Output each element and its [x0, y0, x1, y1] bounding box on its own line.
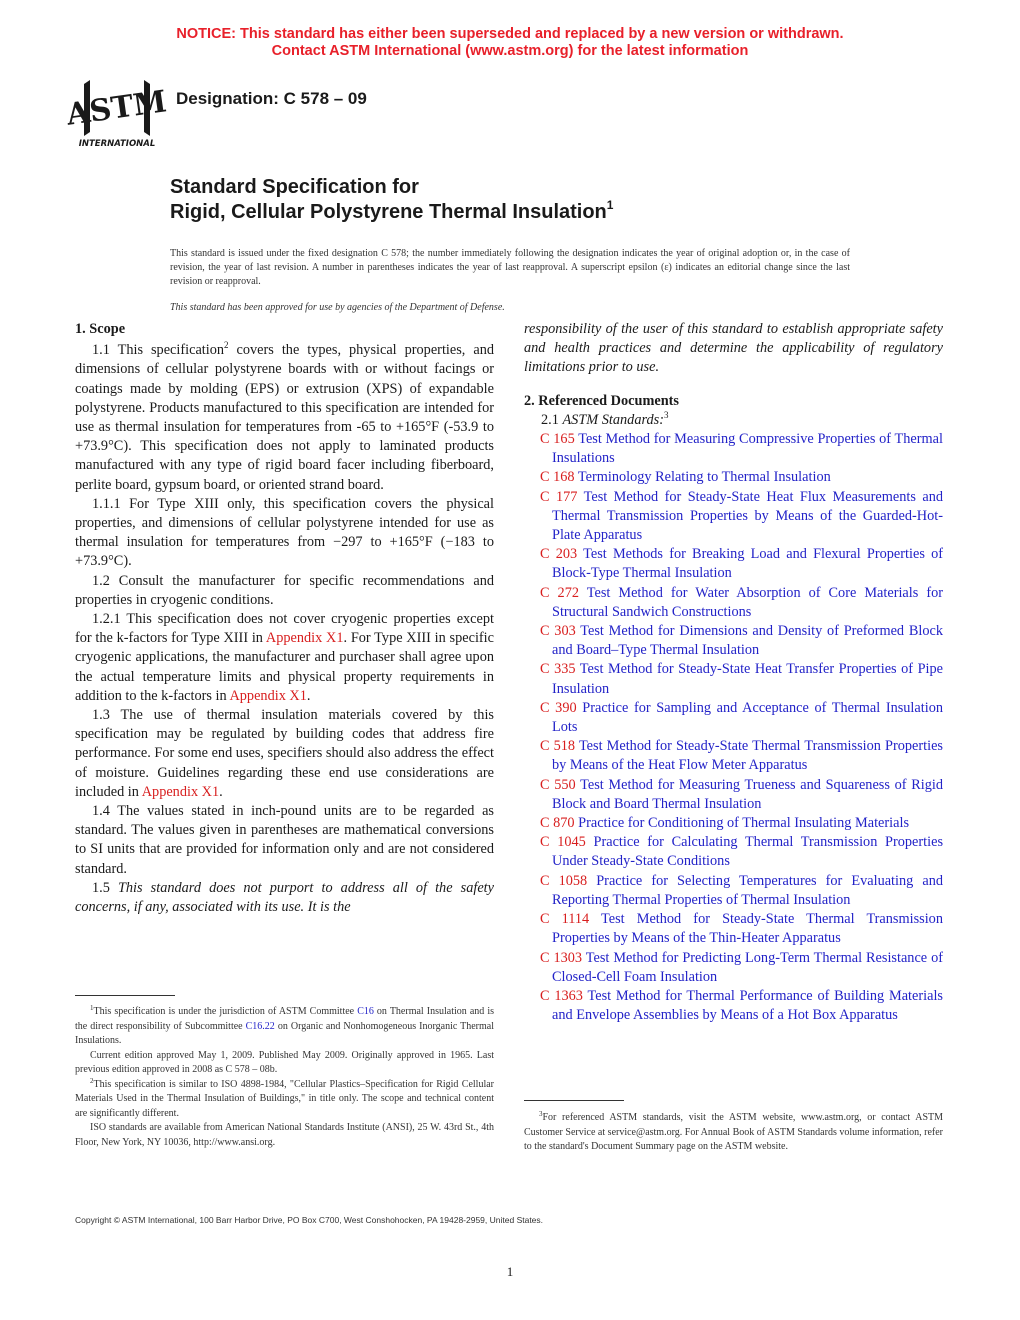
reference-title[interactable]: Test Methods for Breaking Load and Flexural Properties of Block-Type Thermal Insulation	[552, 546, 943, 582]
footnote-divider	[75, 995, 175, 996]
logo-subtitle: INTERNATIONAL	[78, 139, 156, 149]
reference-item[interactable]	[524, 468, 943, 487]
reference-title[interactable]: Terminology Relating to Thermal Insulation	[577, 469, 831, 486]
reference-title[interactable]: Test Method for Measuring Compressive Properties of Thermal Insulations	[552, 431, 943, 467]
section-heading-scope: 1. Scope	[75, 321, 126, 337]
para-1-5: 1.5 This standard does not purport to address all of the safety concerns, if any, associated with its use. It is the	[75, 879, 494, 916]
copyright-line: Copyright © ASTM International, 100 Barr Harbor Drive, PO Box C700, West Conshohocken, PA 19428-2959, United States.	[75, 1215, 544, 1225]
reference-code[interactable]: C 518	[540, 738, 576, 755]
footnotes-left	[75, 1005, 494, 1150]
page-number: 1	[506, 1264, 514, 1279]
appendix-link[interactable]: Appendix X1	[229, 687, 307, 704]
reference-item[interactable]	[524, 987, 943, 1025]
para-1-2-1: 1.2.1 This specification does not cover cryogenic properties except for the k-factors for Type XIII in Appendix X1. For Type XIII in specific cryogenic applications, the manufacturer and purchaser shall agree upon the actual temperature limits and physical property requirements in addition to the k-factors in Appendix X1.	[75, 611, 494, 704]
page-title	[170, 175, 613, 225]
reference-title[interactable]: Test Method for Water Absorption of Core Materials for Structural Sandwich Constructions	[552, 584, 943, 620]
para-1-1-1: 1.1.1 For Type XIII only, this specification covers the physical properties, and dimensions of cellular polystyrene intended for use as thermal insulation for temperatures from −297 to +165°F (−183 to +73.9°C).	[75, 495, 494, 570]
reference-title[interactable]: Practice for Conditioning of Thermal Insulating Materials	[578, 815, 910, 832]
reference-title[interactable]: Practice for Sampling and Acceptance of Thermal Insulation Lots	[552, 699, 943, 736]
footnote-divider	[524, 1100, 624, 1101]
appendix-link[interactable]: Appendix X1	[141, 783, 220, 800]
reference-title[interactable]: Test Method for Steady-State Thermal Transmission Properties by Means of the Thin-Heater Apparatus	[552, 911, 943, 947]
reference-code[interactable]: C 335	[540, 661, 576, 678]
footnotes-right	[524, 1111, 943, 1155]
reference-item[interactable]	[524, 622, 943, 660]
para-1-5-continued: responsibility of the user of this standard to establish appropriate safety and health practices and determine the applicability of regulatory limitations prior to use.	[524, 321, 943, 376]
dod-note: This standard has been approved for use by agencies of the Department of Defense.	[170, 302, 505, 313]
reference-code[interactable]: C 272	[540, 584, 579, 601]
appendix-link[interactable]: Appendix X1	[265, 630, 344, 647]
para-1-1: 1.1 This specification$^2$ covers the types, physical properties, and dimensions of cellular polystyrene boards with or without facings or coatings made by molding (EPS) or extrusion (XPS) of expandable polystyrene. Products manufactured to this specification are intended for use as thermal insulation for temperatures from -65 to +165°F (-53.9 to +73.9°C). This specification does not apply to laminated products manufactured with any type of rigid board facer including fiberboard, perlite board, gypsum board, or oriented strand board.	[75, 340, 494, 493]
reference-code[interactable]: C 303	[540, 623, 576, 640]
reference-title[interactable]: Test Method for Steady-State Heat Transfer Properties of Pipe Insulation	[552, 661, 943, 697]
withdrawal-notice	[0, 26, 1020, 60]
reference-title[interactable]: Test Method for Thermal Performance of Building Materials and Envelope Assemblies by Means of a Hot Box Apparatus	[552, 987, 943, 1024]
notice-line-2: Contact ASTM International (www.astm.org) for the latest information	[271, 43, 749, 59]
para-1-4: 1.4 The values stated in inch-pound units are to be regarded as standard. The values given in parentheses are mathematical conversions to SI units that are provided for information only and are not considered standard.	[75, 803, 494, 877]
footnote-1: $^1$This specification is under the jurisdiction of ASTM Committee C16 on Thermal Insulation and is the direct responsibility of Subcommittee C16.22 on Organic and Nonhomogeneous Inorganic Thermal Insulations.	[75, 1004, 494, 1046]
reference-item[interactable]	[524, 949, 943, 987]
reference-title[interactable]: Test Method for Predicting Long-Term Thermal Resistance of Closed-Cell Foam Insulation	[552, 949, 943, 985]
committee-link[interactable]: C16	[357, 1006, 374, 1017]
right-column	[524, 320, 943, 1025]
reference-code[interactable]: C 1363	[540, 987, 583, 1004]
reference-item[interactable]	[524, 737, 943, 775]
reference-item[interactable]	[524, 833, 943, 871]
notice-line-1: NOTICE: This standard has either been superseded and replaced by a new version or withdrawn.	[176, 26, 844, 42]
reference-code[interactable]: C 1303	[540, 949, 583, 966]
astm-logo-icon	[64, 76, 169, 150]
footnote-2-iso: ISO standards are available from American National Standards Institute (ANSI), 25 W. 43rd St., 4th Floor, New York, NY 10036, http://www.ansi.org.	[75, 1122, 494, 1148]
reference-item[interactable]	[524, 584, 943, 622]
reference-title[interactable]: Practice for Selecting Temperatures for Evaluating and Reporting Thermal Properties of Thermal Insulation	[552, 872, 943, 908]
reference-code[interactable]: C 1045	[540, 834, 586, 851]
reference-item[interactable]	[524, 430, 943, 468]
reference-code[interactable]: C 1114	[540, 911, 590, 928]
reference-code[interactable]: C 165	[540, 431, 575, 448]
subcommittee-link[interactable]: C16.22	[245, 1020, 275, 1032]
reference-item[interactable]	[524, 910, 943, 948]
reference-title[interactable]: Test Method for Steady-State Thermal Transmission Properties by Means of the Heat Flow Meter Apparatus	[552, 738, 943, 774]
reference-item[interactable]	[524, 814, 943, 833]
reference-code[interactable]: C 177	[540, 488, 578, 505]
reference-title[interactable]: Test Method for Dimensions and Density of Preformed Block and Board–Type Thermal Insulation	[552, 623, 943, 659]
svg-text:ASTM: ASTM	[64, 84, 169, 133]
footnote-1-edition: Current edition approved May 1, 2009. Published May 2009. Originally approved in 1965. Last previous edition approved in 2008 as C 578 – 08b.	[75, 1049, 494, 1075]
title-line-1: Standard Specification for	[170, 176, 419, 198]
astm-standards-subheading: 2.1 ASTM Standards:$^3$	[541, 409, 669, 428]
reference-code[interactable]: C 870	[540, 815, 575, 832]
para-1-3: 1.3 The use of thermal insulation materials covered by this specification may be regulated by building codes that address fire performance. For some end uses, specifiers should also address the effect of moisture. Guidelines regarding these end use considerations are included in Appendix X1.	[75, 707, 494, 800]
reference-item[interactable]	[524, 545, 943, 583]
reference-code[interactable]: C 550	[540, 776, 576, 793]
title-footnote-marker: 1	[606, 198, 614, 212]
reference-item[interactable]	[524, 872, 943, 910]
referenced-documents-list	[524, 430, 943, 1025]
section-heading-referenced-documents: 2. Referenced Documents	[524, 392, 679, 409]
reference-item[interactable]	[524, 776, 943, 814]
left-column	[75, 320, 494, 917]
footnote-2: $^2$This specification is similar to ISO 4898-1984, "Cellular Plastics–Specification for Rigid Cellular Materials Used in the Thermal Insulation of Buildings," in title only. The scope and technical content are significantly different.	[75, 1076, 494, 1119]
reference-item[interactable]	[524, 488, 943, 546]
footnote-3: $^3$For referenced ASTM standards, visit the ASTM website, www.astm.org, or contact ASTM Customer Service at service@astm.org. For Annual Book of ASTM Standards volume information, refer to the standard's Document Summary page on the ASTM website.	[524, 1110, 943, 1152]
designation: Designation: C 578 – 09	[176, 89, 367, 108]
reference-item[interactable]	[524, 699, 943, 737]
reference-code[interactable]: C 1058	[540, 872, 588, 889]
reference-code[interactable]: C 168	[540, 469, 575, 486]
issued-note: This standard is issued under the fixed designation C 578; the number immediately following the designation indicates the year of original adoption or, in the case of revision, the year of last revision. A number in parentheses indicates the year of last reapproval. A superscript epsilon (ε) indicates an editorial change since the last revision or reapproval.	[170, 248, 850, 287]
reference-title[interactable]: Practice for Calculating Thermal Transmission Properties Under Steady-State Conditions	[552, 834, 944, 870]
title-line-2: Rigid, Cellular Polystyrene Thermal Insulation$^1$	[170, 198, 614, 223]
reference-title[interactable]: Test Method for Measuring Trueness and Squareness of Rigid Block and Board Thermal Insulation	[552, 776, 943, 812]
reference-title[interactable]: Test Method for Steady-State Heat Flux Measurements and Thermal Transmission Properties by Means of the Guarded-Hot-Plate Apparatus	[552, 488, 943, 544]
reference-code[interactable]: C 203	[540, 546, 578, 563]
para-1-2: 1.2 Consult the manufacturer for specific recommendations and properties in cryogenic conditions.	[75, 572, 494, 608]
reference-item[interactable]	[524, 660, 943, 698]
reference-code[interactable]: C 390	[540, 699, 577, 716]
